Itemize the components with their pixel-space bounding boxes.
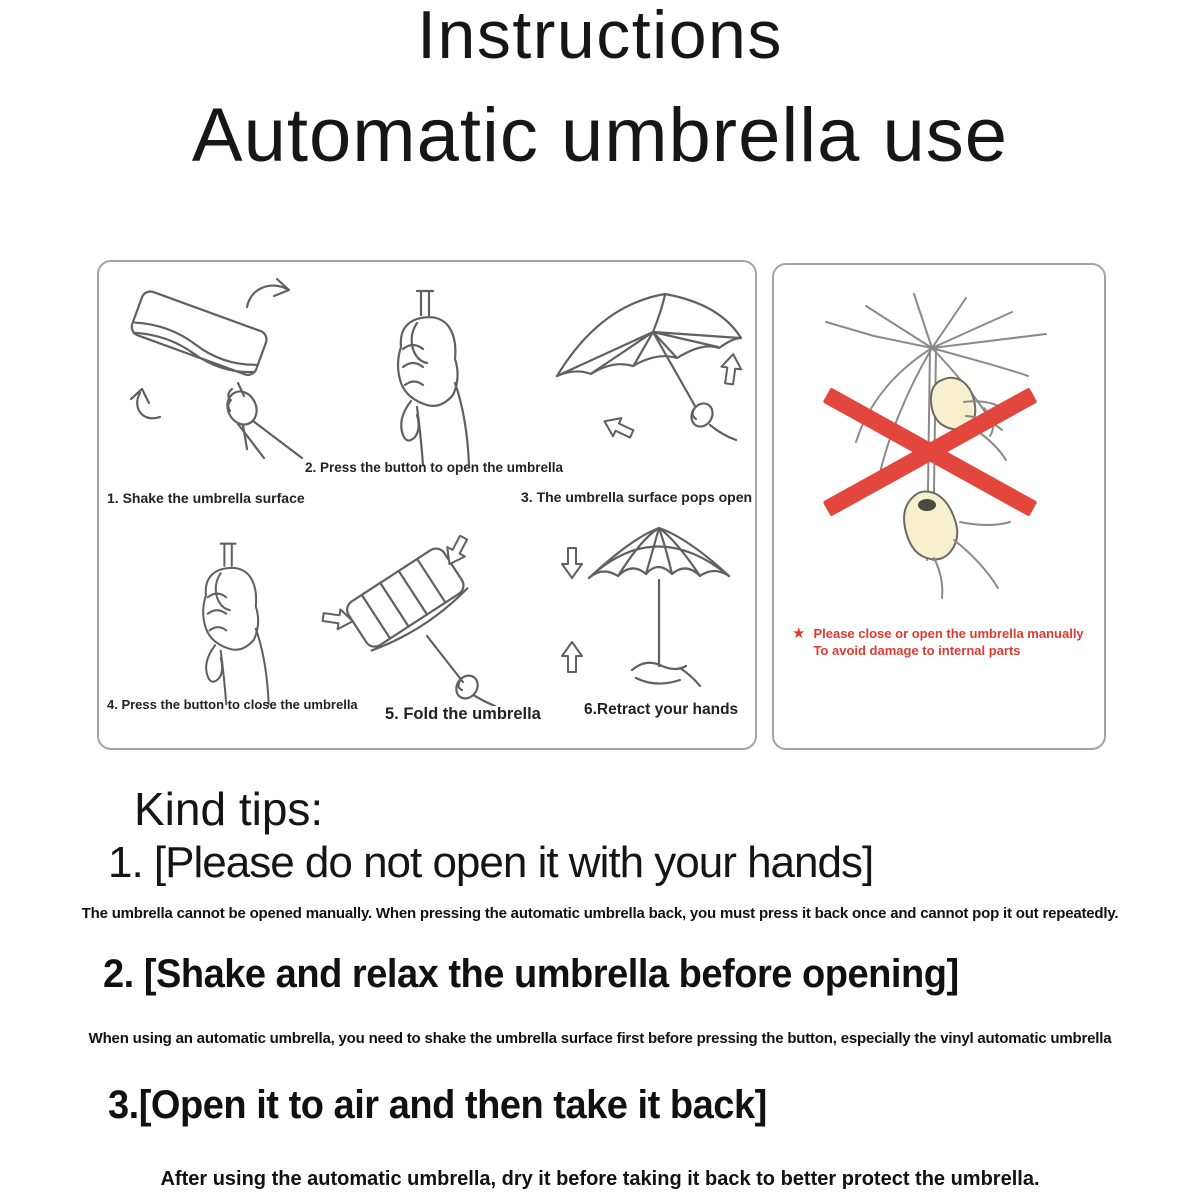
step5-illustration [307,524,512,706]
steps-panel [97,260,757,750]
kind-tips-heading: Kind tips: [134,783,324,835]
step1-caption: 1. Shake the umbrella surface [107,490,305,506]
tip1-title: 1. [Please do not open it with your hands] [108,838,874,887]
step3-caption: 3. The umbrella surface pops open [521,489,753,505]
warning-panel [772,263,1106,750]
warning-line2: To avoid damage to internal parts [813,643,1021,658]
page-title: Instructions [417,0,783,73]
step2-illustration [351,287,501,469]
warning-line1: Please close or open the umbrella manually [813,626,1084,641]
tip2-title: 2. [Shake and relax the umbrella before opening] [103,952,959,996]
step3-illustration [545,280,752,462]
crossed-umbrella-illustration [814,290,1074,610]
tip2-body: When using an automatic umbrella, you need to shake the umbrella surface first before pressing the button, especially the vinyl automatic umbrella [88,1030,1112,1047]
step1-illustration [112,277,312,469]
warning-text [792,625,1092,659]
step2-caption: 2. Press the button to open the umbrella [304,460,564,475]
step6-caption: 6.Retract your hands [584,701,739,718]
tip3-title: 3.[Open it to air and then take it back] [108,1083,767,1127]
step6-illustration [544,520,749,700]
tip1-body: The umbrella cannot be opened manually. When pressing the automatic umbrella back, you must press it back once and cannot pop it out repeatedly. [81,905,1119,922]
star-icon: ★ [792,625,806,642]
tip3-body: After using the automatic umbrella, dry it before taking it back to better protect the umbrella. [160,1168,1040,1190]
step5-caption: 5. Fold the umbrella [385,705,541,723]
step4-caption: 4. Press the button to close the umbrella [107,697,358,712]
step4-illustration [154,540,304,708]
page-subtitle: Automatic umbrella use [191,93,1009,178]
